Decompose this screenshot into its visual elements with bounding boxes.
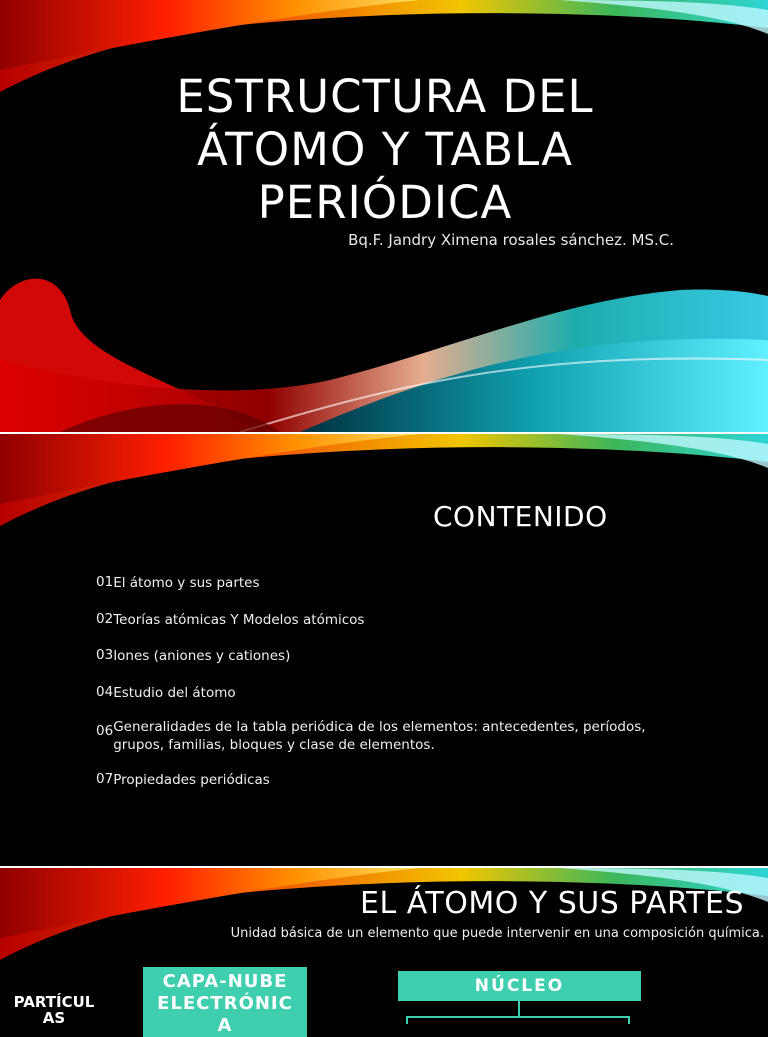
item-text-line-1: Generalidades de la tabla periódica de los elementos: antecedentes, períodos, (113, 719, 646, 735)
particles-label-line-1: PARTÍCUL (13, 993, 95, 1011)
presentation-title (120, 70, 650, 229)
title-line-3: PERIÓDICA (257, 176, 513, 229)
item-text: Propiedades periódicas (113, 772, 270, 788)
item-text: El átomo y sus partes (113, 575, 260, 591)
list-item[interactable] (96, 611, 364, 629)
item-text: Estudio del átomo (113, 685, 236, 701)
connector-line (406, 1016, 630, 1018)
author-subtitle: Bq.F. Jandry Ximena rosales sánchez. MS.C. (348, 231, 674, 249)
list-item[interactable] (96, 684, 236, 702)
capa-line-2: ELECTRÓNIC (157, 993, 293, 1014)
connector-line (518, 1001, 520, 1017)
item-text: Iones (aniones y cationes) (113, 648, 291, 664)
connector-line (628, 1016, 630, 1024)
item-number: 03 (96, 647, 114, 663)
nucleus-box[interactable]: NÚCLEO (398, 971, 641, 1001)
list-item[interactable] (96, 574, 260, 592)
item-number: 06 (96, 723, 114, 739)
slide-title[interactable] (0, 0, 768, 432)
list-item[interactable] (96, 647, 290, 665)
electron-cloud-box[interactable] (143, 967, 307, 1037)
slide-atom-parts[interactable] (0, 868, 768, 1036)
capa-line-1: CAPA-NUBE (162, 971, 288, 992)
item-text: Teorías atómicas Y Modelos atómicos (113, 612, 365, 628)
item-number: 07 (96, 771, 114, 787)
section-subheading: Unidad básica de un elemento que puede intervenir en una composición química. (230, 926, 764, 941)
item-number: 01 (96, 574, 114, 590)
item-text (113, 718, 645, 754)
section-heading: EL ÁTOMO Y SUS PARTES (360, 886, 744, 921)
contents-heading: CONTENIDO (433, 500, 608, 533)
item-number: 02 (96, 611, 114, 627)
particles-label-line-2: AS (42, 1009, 66, 1027)
capa-line-3: A (217, 1015, 233, 1036)
slide-contents[interactable] (0, 434, 768, 866)
connector-line (406, 1016, 408, 1024)
title-line-1: ESTRUCTURA DEL (176, 70, 594, 123)
title-line-2: ÁTOMO Y TABLA (196, 123, 574, 176)
item-number: 04 (96, 684, 114, 700)
list-item[interactable] (96, 771, 270, 789)
particles-label (4, 994, 104, 1026)
item-text-line-2: grupos, familias, bloques y clase de elementos. (113, 737, 435, 753)
list-item[interactable] (96, 718, 646, 754)
